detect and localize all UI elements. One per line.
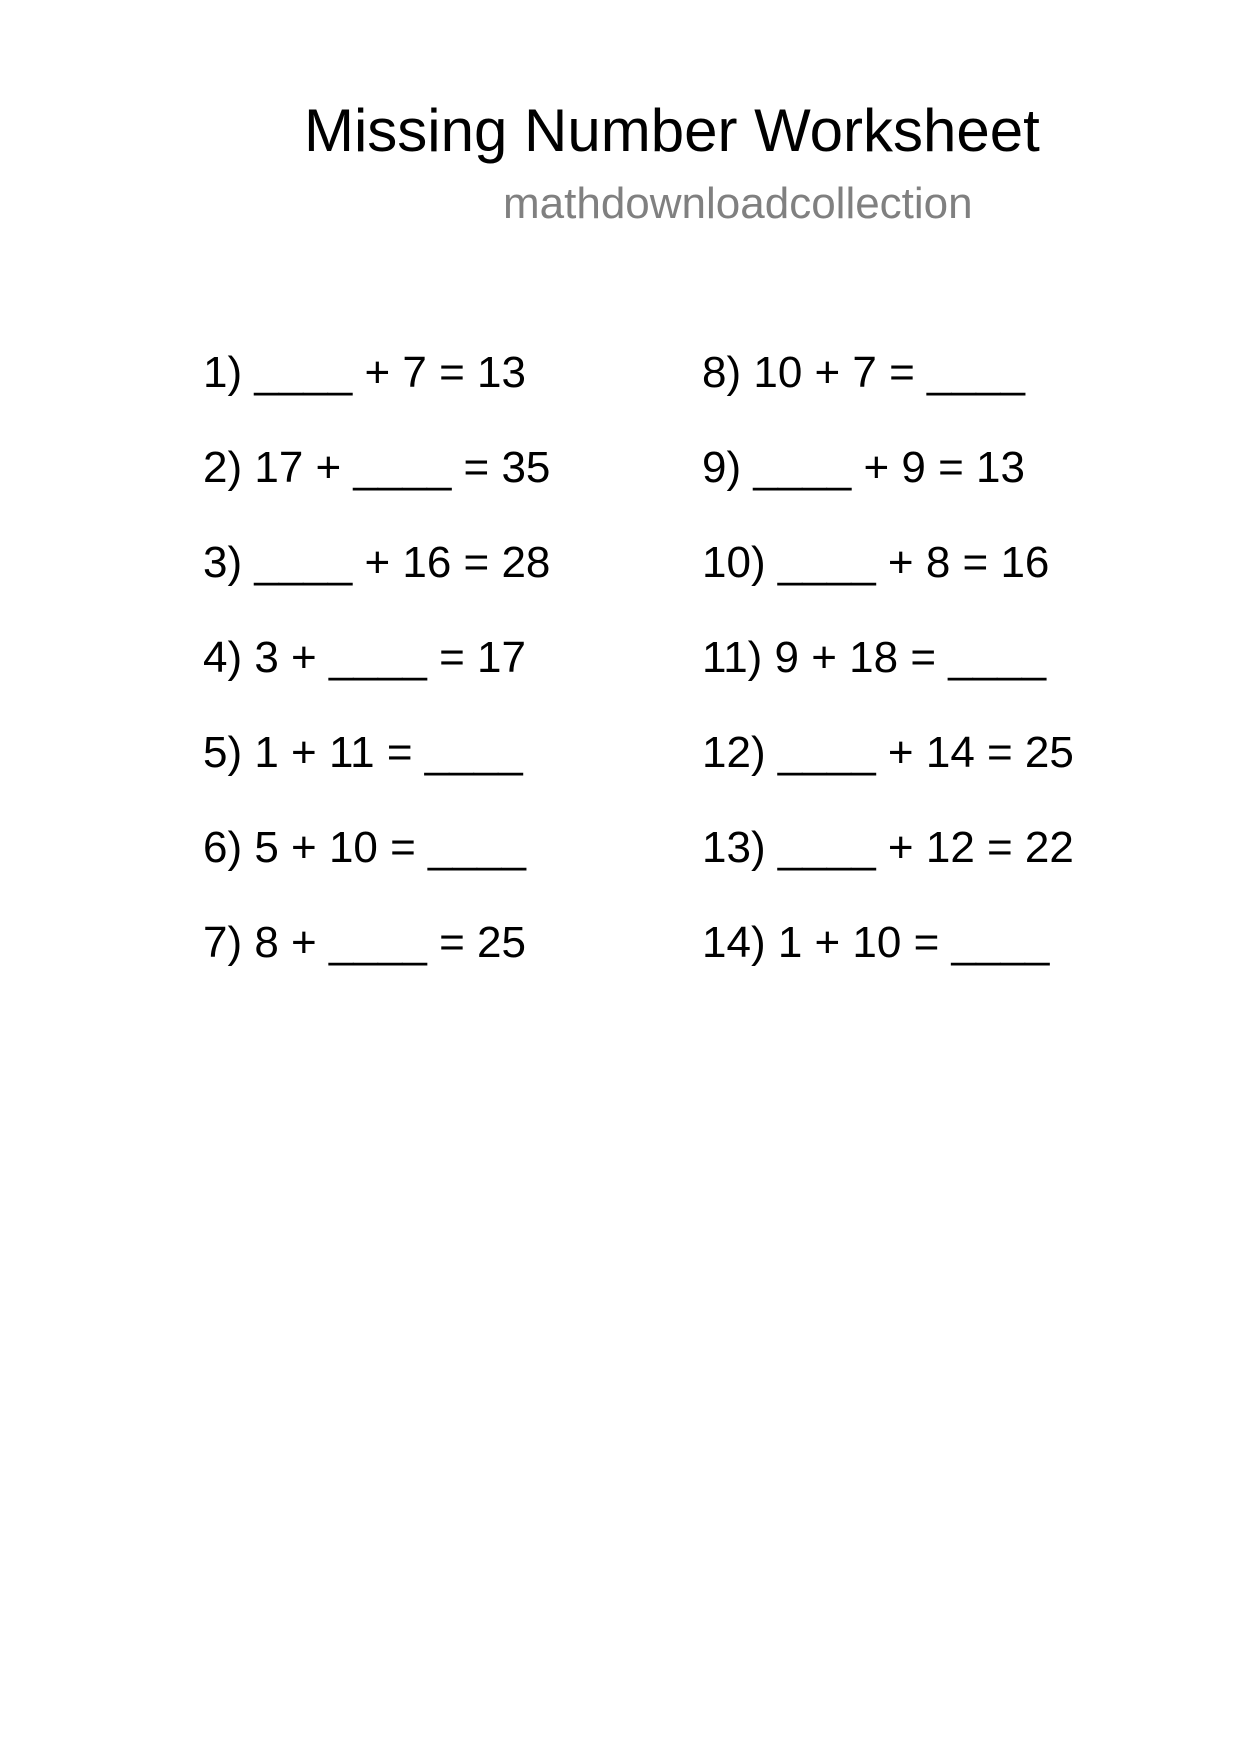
problem-10: 10) ____ + 8 = 16 bbox=[702, 538, 1050, 587]
problem-2: 2) 17 + ____ = 35 bbox=[203, 443, 551, 492]
problem-12: 12) ____ + 14 = 25 bbox=[702, 728, 1074, 777]
problems-right-column bbox=[702, 348, 1074, 1016]
problem-4: 4) 3 + ____ = 17 bbox=[203, 633, 526, 682]
problems-left-column bbox=[203, 348, 551, 1016]
problem-5: 5) 1 + 11 = ____ bbox=[203, 728, 523, 777]
problem-13: 13) ____ + 12 = 22 bbox=[702, 823, 1074, 872]
problem-8: 8) 10 + 7 = ____ bbox=[702, 348, 1025, 397]
problem-11: 11) 9 + 18 = ____ bbox=[702, 633, 1047, 682]
worksheet-title: Missing Number Worksheet bbox=[304, 97, 1040, 164]
problem-14: 14) 1 + 10 = ____ bbox=[702, 918, 1050, 967]
worksheet-subtitle: mathdownloadcollection bbox=[503, 179, 973, 228]
problem-7: 7) 8 + ____ = 25 bbox=[203, 918, 526, 967]
problem-3: 3) ____ + 16 = 28 bbox=[203, 538, 551, 587]
problem-9: 9) ____ + 9 = 13 bbox=[702, 443, 1025, 492]
problem-6: 6) 5 + 10 = ____ bbox=[203, 823, 526, 872]
problem-1: 1) ____ + 7 = 13 bbox=[203, 348, 526, 397]
